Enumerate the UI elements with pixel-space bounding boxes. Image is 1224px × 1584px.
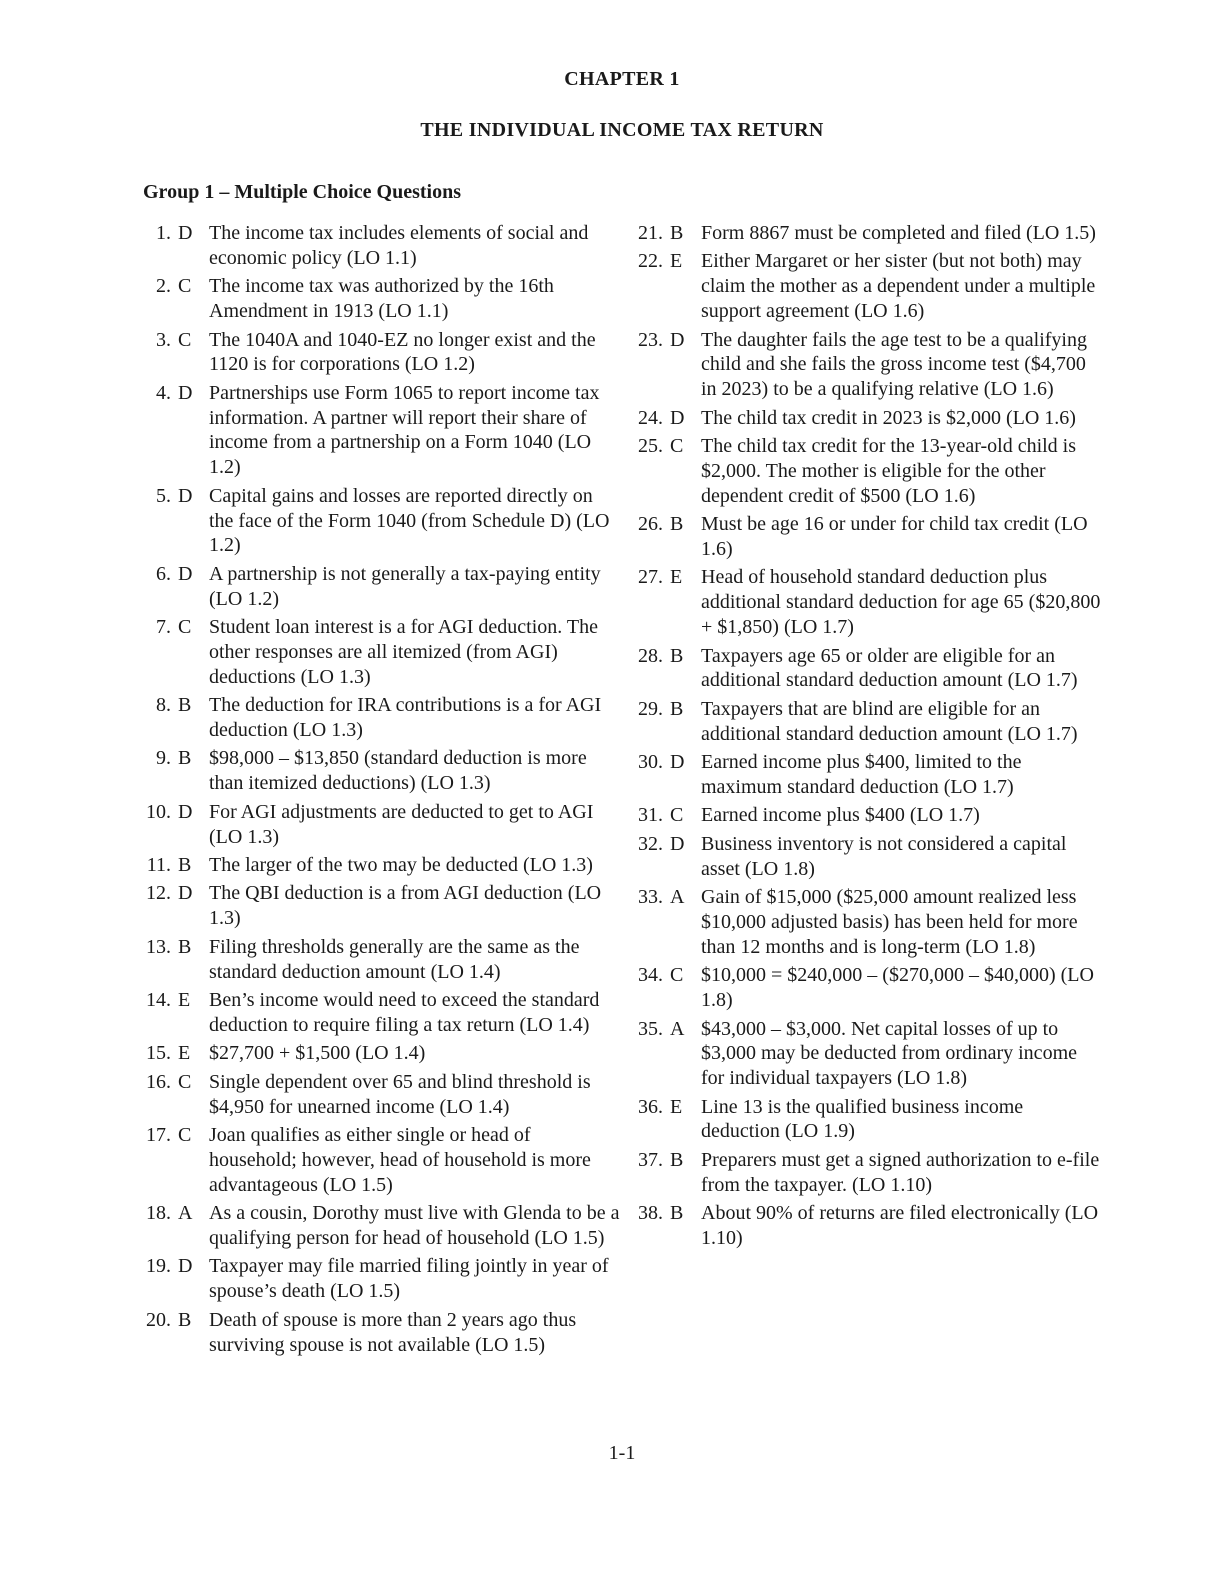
question-number: 24.	[638, 406, 663, 429]
answer-explanation: For AGI adjustments are deducted to get to AGI (LO 1.3)	[209, 800, 594, 848]
question-item	[632, 832, 1102, 882]
question-number: 14.	[146, 989, 171, 1012]
question-item	[632, 697, 1102, 747]
question-number: 28.	[638, 644, 663, 667]
answer-letter: D	[178, 882, 193, 905]
answer-explanation: The 1040A and 1040-EZ no longer exist and the 1120 is for corporations (LO 1.2)	[209, 328, 596, 376]
answer-letter: D	[178, 381, 193, 404]
question-number: 7.	[156, 616, 171, 639]
answer-letter: D	[670, 328, 685, 351]
question-item	[140, 935, 620, 985]
question-item	[140, 1070, 620, 1120]
question-number: 5.	[156, 484, 171, 507]
answer-explanation: Either Margaret or her sister (but not both) may claim the mother as a dependent under a multiple support agreement (LO 1.6)	[701, 250, 1096, 323]
answer-explanation: Earned income plus $400, limited to the maximum standard deduction (LO 1.7)	[701, 751, 1022, 798]
question-number: 36.	[638, 1095, 663, 1118]
question-item	[140, 1308, 620, 1358]
question-number: 31.	[638, 804, 663, 827]
answer-letter: E	[670, 566, 683, 589]
question-number: 21.	[638, 222, 663, 244]
question-item	[140, 1123, 620, 1197]
answer-letter: B	[178, 694, 192, 717]
question-item	[632, 249, 1102, 323]
answer-explanation: The deduction for IRA contributions is a for AGI deduction (LO 1.3)	[209, 694, 602, 741]
answer-explanation: The income tax was authorized by the 16th Amendment in 1913 (LO 1.1)	[209, 275, 554, 323]
question-number: 37.	[638, 1148, 663, 1171]
answer-letter: A	[178, 1202, 193, 1225]
question-number: 13.	[146, 935, 171, 958]
section-heading: Group 1 – Multiple Choice Questions	[143, 181, 461, 203]
question-item	[632, 644, 1102, 694]
answer-explanation: $27,700 + $1,500 (LO 1.4)	[209, 1042, 426, 1065]
question-item	[140, 881, 620, 931]
answer-letter: D	[178, 222, 193, 244]
question-item	[632, 221, 1102, 246]
answer-letter: B	[178, 935, 192, 958]
answer-letter: D	[670, 751, 685, 774]
answer-letter: E	[670, 1095, 683, 1118]
answer-explanation: Head of household standard deduction plus additional standard deduction for age 65 ($20,800 + $1,850) (LO 1.7)	[701, 566, 1101, 639]
question-item	[632, 750, 1102, 800]
question-item	[632, 963, 1102, 1013]
answer-explanation: The QBI deduction is a from AGI deduction (LO 1.3)	[209, 882, 602, 930]
answer-explanation: Joan qualifies as either single or head of household; however, head of household is more advantageous (LO 1.5)	[209, 1124, 591, 1196]
question-item	[140, 221, 620, 271]
answer-letter: B	[670, 1202, 684, 1225]
answer-explanation: The child tax credit for the 13-year-old child is $2,000. The mother is eligible for the other dependent credit of $500 (LO 1.6)	[701, 435, 1077, 507]
question-item	[140, 562, 620, 612]
question-number: 38.	[638, 1202, 663, 1225]
answer-letter: D	[178, 800, 193, 823]
answer-explanation: Taxpayers age 65 or older are eligible for an additional standard deduction amount (LO 1.7)	[701, 644, 1078, 692]
answer-explanation: Taxpayers that are blind are eligible for an additional standard deduction amount (LO 1.7)	[701, 697, 1078, 745]
question-number: 10.	[146, 800, 171, 823]
question-item	[140, 381, 620, 480]
answer-letter: C	[178, 275, 192, 298]
answer-letter: C	[670, 804, 684, 827]
question-item	[140, 746, 620, 796]
answer-letter: C	[178, 616, 192, 639]
question-item	[632, 406, 1102, 431]
answer-explanation: Partnerships use Form 1065 to report income tax information. A partner will report their share of income from a partnership on a Form 1040 (LO 1.2)	[209, 381, 600, 479]
question-item	[632, 1095, 1102, 1145]
answer-letter: D	[670, 832, 685, 855]
answer-letter: C	[178, 328, 192, 351]
answer-letter: B	[670, 697, 684, 720]
question-number: 9.	[156, 747, 171, 770]
answer-letter: E	[178, 1042, 191, 1065]
answer-explanation: Capital gains and losses are reported directly on the face of the Form 1040 (from Schedule D) (LO 1.2)	[209, 484, 610, 557]
question-item	[632, 565, 1102, 639]
answer-letter: D	[178, 484, 193, 507]
question-number: 4.	[156, 381, 171, 404]
question-number: 8.	[156, 694, 171, 717]
question-number: 3.	[156, 328, 171, 351]
question-number: 18.	[146, 1202, 171, 1225]
answer-explanation: $98,000 – $13,850 (standard deduction is more than itemized deductions) (LO 1.3)	[209, 747, 587, 795]
answer-letter: A	[670, 1017, 685, 1040]
question-item	[140, 484, 620, 558]
question-number: 11.	[146, 854, 171, 876]
question-number: 16.	[146, 1070, 171, 1093]
answer-letter: B	[670, 1148, 684, 1171]
question-number: 25.	[638, 435, 663, 458]
answer-explanation: Ben’s income would need to exceed the standard deduction to require filing a tax return (LO 1.4)	[209, 989, 600, 1036]
answer-letter: E	[670, 250, 683, 273]
question-item	[632, 434, 1102, 508]
answer-letter: C	[670, 964, 684, 987]
answer-letter: D	[670, 406, 685, 429]
answer-letter: B	[178, 854, 192, 876]
question-item	[140, 328, 620, 378]
answer-explanation: The daughter fails the age test to be a qualifying child and she fails the gross income test ($4,700 in 2023) to be a qualifying relative (LO 1.6)	[701, 328, 1087, 401]
question-number: 29.	[638, 697, 663, 720]
question-number: 20.	[146, 1308, 171, 1331]
question-number: 15.	[146, 1042, 171, 1065]
question-item	[140, 988, 620, 1038]
question-number: 2.	[156, 275, 171, 298]
answer-explanation: $10,000 = $240,000 – ($270,000 – $40,000) (LO 1.8)	[701, 964, 1094, 1012]
answer-explanation: Death of spouse is more than 2 years ago thus surviving spouse is not available (LO 1.5)	[209, 1308, 577, 1356]
page-number: 1-1	[608, 1442, 636, 1464]
answer-explanation: The child tax credit in 2023 is $2,000 (LO 1.6)	[701, 406, 1076, 429]
answer-explanation: Form 8867 must be completed and filed (LO 1.5)	[701, 222, 1096, 244]
question-item	[632, 328, 1102, 402]
question-number: 6.	[156, 562, 171, 585]
question-item	[632, 1201, 1102, 1251]
answer-letter: B	[670, 222, 684, 244]
answer-explanation: Earned income plus $400 (LO 1.7)	[701, 804, 980, 827]
answer-letter: D	[178, 1255, 193, 1278]
answer-explanation: About 90% of returns are filed electronically (LO 1.10)	[701, 1202, 1099, 1249]
answer-explanation: The income tax includes elements of social and economic policy (LO 1.1)	[209, 222, 589, 269]
answer-explanation: Taxpayer may file married filing jointly in year of spouse’s death (LO 1.5)	[209, 1255, 609, 1303]
question-number: 12.	[146, 882, 171, 905]
question-item	[632, 512, 1102, 562]
answer-explanation: The larger of the two may be deducted (LO 1.3)	[209, 854, 593, 876]
answer-explanation: Business inventory is not considered a capital asset (LO 1.8)	[701, 832, 1067, 880]
question-item	[140, 1254, 620, 1304]
question-item	[140, 615, 620, 689]
answer-letter: A	[670, 886, 685, 909]
question-number: 1.	[156, 222, 171, 244]
question-number: 26.	[638, 513, 663, 536]
questions-column-left	[140, 221, 620, 1361]
answer-explanation: Student loan interest is a for AGI deduction. The other responses are all itemized (from AGI) deductions (LO 1.3)	[209, 616, 598, 688]
answer-letter: D	[178, 562, 193, 585]
answer-explanation: Gain of $15,000 ($25,000 amount realized less $10,000 adjusted basis) has been held for more than 12 months and is long-term (LO 1.8)	[701, 886, 1078, 958]
question-number: 34.	[638, 964, 663, 987]
question-item	[140, 1201, 620, 1251]
question-number: 35.	[638, 1017, 663, 1040]
question-item	[140, 1041, 620, 1066]
question-item	[632, 885, 1102, 959]
questions-column-right	[632, 221, 1102, 1254]
answer-explanation: $43,000 – $3,000. Net capital losses of up to $3,000 may be deducted from ordinary income for individual taxpayers (LO 1.8)	[701, 1017, 1077, 1090]
answer-letter: E	[178, 989, 191, 1012]
question-item	[632, 1148, 1102, 1198]
question-number: 22.	[638, 250, 663, 273]
document-title: THE INDIVIDUAL INCOME TAX RETURN	[420, 119, 824, 141]
chapter-heading: CHAPTER 1	[564, 68, 680, 90]
question-item	[140, 693, 620, 743]
question-number: 17.	[146, 1124, 171, 1147]
answer-explanation: Filing thresholds generally are the same as the standard deduction amount (LO 1.4)	[209, 935, 580, 983]
answer-letter: B	[670, 513, 684, 536]
answer-explanation: Preparers must get a signed authorization to e-file from the taxpayer. (LO 1.10)	[701, 1148, 1100, 1196]
question-number: 27.	[638, 566, 663, 589]
question-number: 19.	[146, 1255, 171, 1278]
question-number: 32.	[638, 832, 663, 855]
question-item	[140, 274, 620, 324]
answer-explanation: A partnership is not generally a tax-paying entity (LO 1.2)	[209, 562, 601, 610]
question-item	[632, 1017, 1102, 1091]
question-number: 30.	[638, 751, 663, 774]
answer-letter: C	[178, 1124, 192, 1147]
question-number: 33.	[638, 886, 663, 909]
answer-explanation: As a cousin, Dorothy must live with Glenda to be a qualifying person for head of household (LO 1.5)	[209, 1202, 620, 1249]
answer-letter: B	[178, 747, 192, 770]
question-item	[632, 803, 1102, 828]
answer-explanation: Line 13 is the qualified business income deduction (LO 1.9)	[701, 1095, 1024, 1143]
question-number: 23.	[638, 328, 663, 351]
answer-letter: C	[670, 435, 684, 458]
answer-letter: C	[178, 1070, 192, 1093]
question-item	[140, 853, 620, 878]
answer-letter: B	[178, 1308, 192, 1331]
question-item	[140, 800, 620, 850]
answer-explanation: Single dependent over 65 and blind threshold is $4,950 for unearned income (LO 1.4)	[209, 1070, 591, 1118]
answer-letter: B	[670, 644, 684, 667]
answer-explanation: Must be age 16 or under for child tax credit (LO 1.6)	[701, 513, 1088, 560]
